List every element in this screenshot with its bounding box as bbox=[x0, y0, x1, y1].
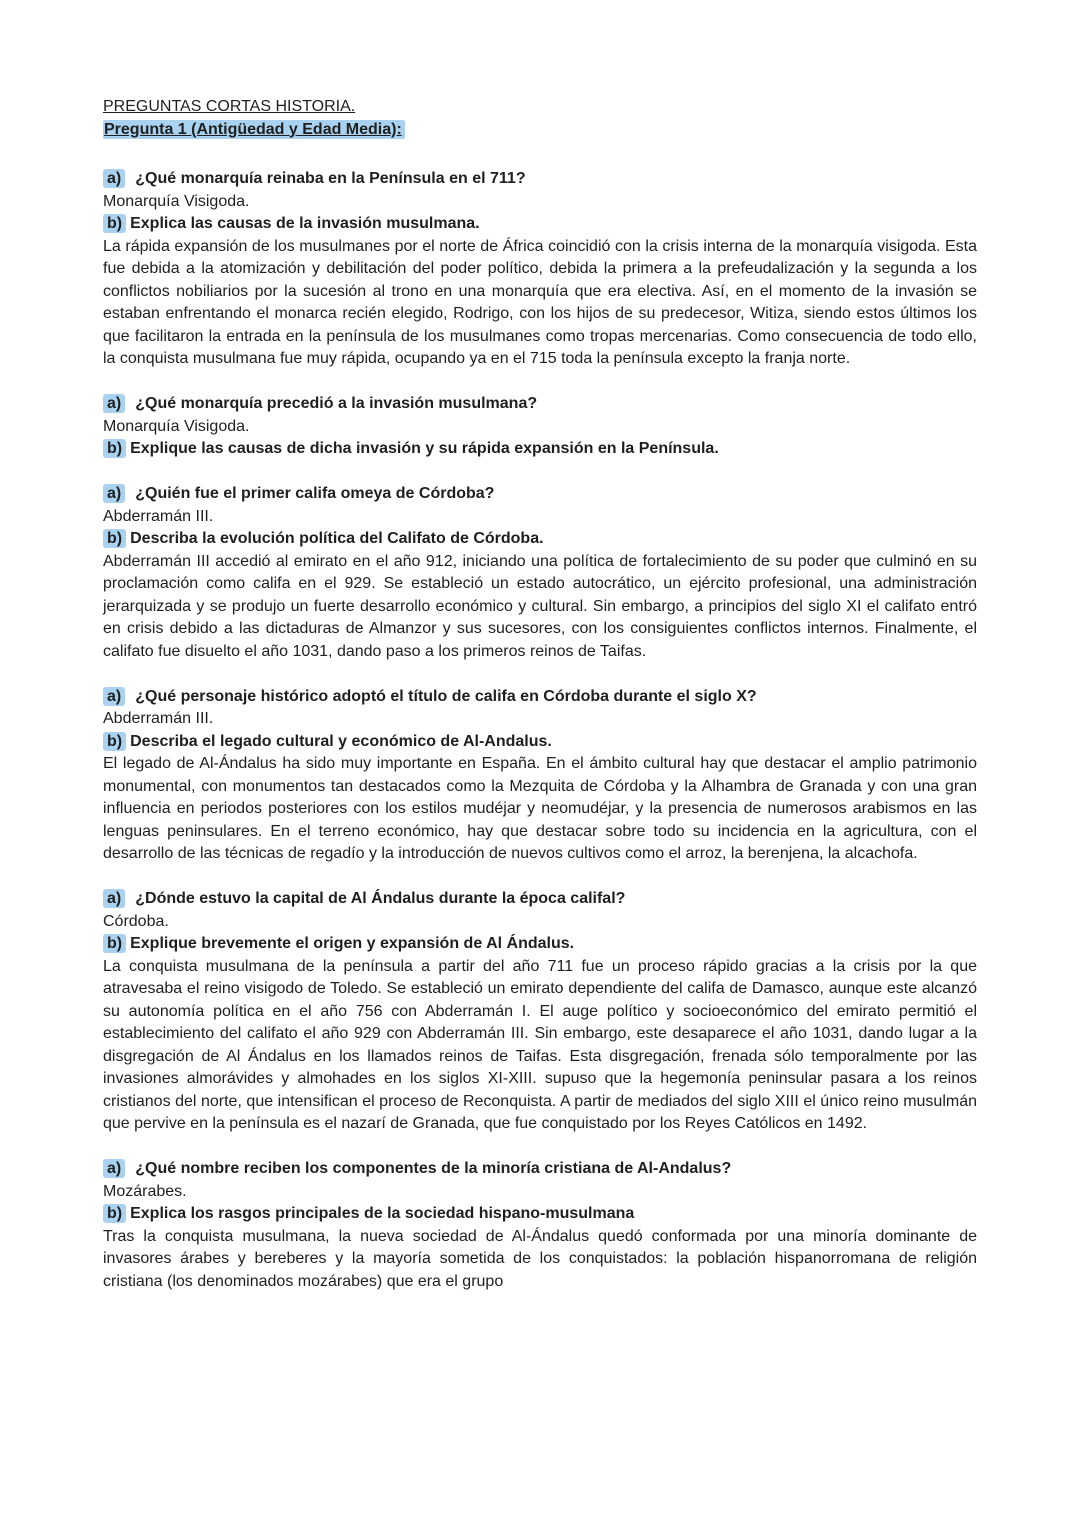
answer-b-text: El legado de Al-Ándalus ha sido muy importante en España. En el ámbito cultural hay que destacar el amplio patrimonio monumental, con monumentos tan destacados como la Mezquita de Córdoba y la Alhambra de Granada y con una gran influencia en periodos posteriores con los estilos mudéjar y neomudéjar, y la presencia de numerosos arabismos en las lenguas peninsulares. En el terreno económico, hay que destacar sobre todo su incidencia en la agricultura, con el desarrollo de las técnicas de regadío y la introducción de nuevos cultivos como el arroz, la berenjena, la alcachofa. bbox=[103, 755, 977, 862]
answer-b-text: Tras la conquista musulmana, la nueva sociedad de Al-Ándalus quedó conformada por una minoría dominante de invasores árabes y bereberes y la mayoría sometida de los conquistados: la población hispanorromana de religión cristiana (los denominados mozárabes) que era el grupo bbox=[103, 1227, 977, 1290]
question-a-line bbox=[103, 393, 977, 416]
question-a-text: ¿Dónde estuvo la capital de Al Ándalus durante la época califal? bbox=[135, 890, 626, 907]
question-b-text: Explica las causas de la invasión musulmana. bbox=[130, 215, 480, 232]
question-a-marker: a) bbox=[103, 687, 125, 706]
question-b-text: Describa la evolución política del Califato de Córdoba. bbox=[130, 530, 544, 547]
document-title: PREGUNTAS CORTAS HISTORIA. bbox=[103, 98, 356, 115]
document-subtitle bbox=[103, 119, 977, 142]
qa-block bbox=[103, 1158, 977, 1293]
question-b-marker: b) bbox=[103, 214, 126, 233]
question-b-marker: b) bbox=[103, 934, 126, 953]
question-a-marker: a) bbox=[103, 1159, 125, 1178]
qa-block bbox=[103, 483, 977, 663]
question-b-text: Describa el legado cultural y económico de Al-Andalus. bbox=[130, 732, 552, 750]
question-a-text: ¿Qué nombre reciben los componentes de la minoría cristiana de Al-Andalus? bbox=[135, 1160, 732, 1177]
question-a-line bbox=[103, 168, 977, 191]
answer-a-text: Mozárabes. bbox=[103, 1182, 187, 1200]
question-a-marker: a) bbox=[103, 889, 125, 908]
answer-a-text: Abderramán III. bbox=[103, 710, 214, 727]
question-a-text: ¿Qué monarquía precedió a la invasión musulmana? bbox=[135, 395, 538, 412]
question-a-line bbox=[103, 888, 977, 911]
question-a-line bbox=[103, 483, 977, 506]
qa-block bbox=[103, 393, 977, 461]
qa-blocks bbox=[103, 168, 977, 1293]
question-a-text: ¿Qué monarquía reinaba en la Península en el 711? bbox=[135, 170, 526, 187]
question-a-line bbox=[103, 686, 977, 709]
question-a-line bbox=[103, 1158, 977, 1181]
question-b-line bbox=[103, 1203, 977, 1226]
question-b-line bbox=[103, 731, 977, 754]
question-b-text: Explique las causas de dicha invasión y su rápida expansión en la Península. bbox=[130, 440, 719, 457]
qa-block bbox=[103, 686, 977, 866]
qa-block bbox=[103, 888, 977, 1136]
question-b-line bbox=[103, 933, 977, 956]
answer-a-text: Monarquía Visigoda. bbox=[103, 417, 250, 435]
answer-a-text: Abderramán III. bbox=[103, 507, 214, 525]
question-a-marker: a) bbox=[103, 169, 125, 188]
question-a-marker: a) bbox=[103, 394, 125, 413]
qa-block bbox=[103, 168, 977, 371]
question-a-text: ¿Quién fue el primer califa omeya de Córdoba? bbox=[135, 485, 495, 502]
answer-b-text: Abderramán III accedió al emirato en el año 912, iniciando una política de fortalecimiento de su poder que culminó en su proclamación como califa en el 929. Se estableció un estado autocrático, un ejército profesional, una administración jerarquizada y se produjo un fuerte desarrollo económico y cultural. Sin embargo, a principios del siglo XI el califato entró en crisis debido a las dictaduras de Almanzor y sus sucesores, con los consiguientes conflictos internos. Finalmente, el califato fue disuelto el año 1031, dando paso a los primeros reinos de Taifas. bbox=[103, 552, 977, 660]
question-b-marker: b) bbox=[103, 439, 126, 458]
question-b-text: Explique brevemente el origen y expansión de Al Ándalus. bbox=[130, 935, 575, 952]
question-b-text: Explica los rasgos principales de la sociedad hispano-musulmana bbox=[130, 1205, 635, 1222]
answer-a-text: Córdoba. bbox=[103, 912, 169, 930]
answer-a-text: Monarquía Visigoda. bbox=[103, 192, 250, 210]
question-a-text: ¿Qué personaje histórico adoptó el título de califa en Córdoba durante el siglo X? bbox=[135, 687, 757, 705]
question-b-marker: b) bbox=[103, 1204, 126, 1223]
question-b-marker: b) bbox=[103, 732, 126, 751]
answer-b-text: La rápida expansión de los musulmanes por el norte de África coincidió con la crisis interna de la monarquía visigoda. Esta fue debida a la atomización y debilitación del poder político, debida la primera a la prefeudalización y la segunda a los conflictos nobiliarios por la sucesión al trono en una monarquía que era electiva. Así, en el momento de la invasión se estaban enfrentando el monarca recién elegido, Rodrigo, con los hijos de su predecesor, Witiza, siendo estos últimos los que facilitaron la entrada en la península de los musulmanes como tropas mercenarias. Como consecuencia de todo ello, la conquista musulmana fue muy rápida, ocupando ya en el 715 toda la península excepto la franja norte. bbox=[103, 237, 977, 367]
question-b-line bbox=[103, 528, 977, 551]
question-b-line bbox=[103, 213, 977, 236]
question-b-line bbox=[103, 438, 977, 461]
document-subtitle-text: Pregunta 1 (Antigüedad y Edad Media): bbox=[103, 120, 405, 139]
question-a-marker: a) bbox=[103, 484, 125, 503]
answer-b-text: La conquista musulmana de la península a partir del año 711 fue un proceso rápido gracias a la crisis por la que atravesaba el reino visigodo de Toledo. Se estableció un emirato dependiente del califa de Damasco, aunque este alcanzó su autonomía política en el año 756 con Abderramán I. El auge político y socioeconómico del emirato permitió el establecimiento del califato el año 929 con Abderramán III. Sin embargo, este desaparece el año 1031, dando lugar a la disgregación de Al Ándalus en los llamados reinos de Taifas. Esta disgregación, frenada sólo temporalmente por las invasiones almorávides y almohades en los siglos XI-XIII. supuso que la hegemonía peninsular pasara a los reinos cristianos del norte, que intensifican el proceso de Reconquista. A partir de mediados del siglo XIII el único reino musulmán que pervive en la península es el nazarí de Granada, que fue conquistado por los Reyes Católicos en 1492. bbox=[103, 957, 977, 1132]
question-b-marker: b) bbox=[103, 529, 126, 548]
